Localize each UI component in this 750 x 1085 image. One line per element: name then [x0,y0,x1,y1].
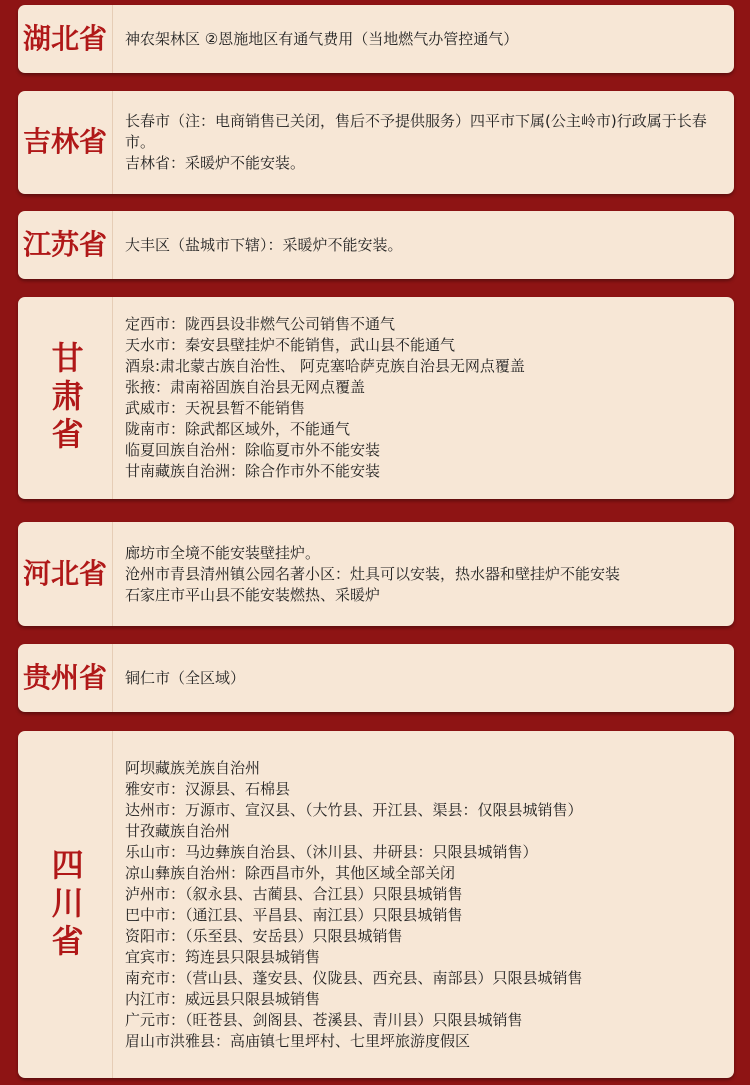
info-line: 酒泉:肃北蒙古族自治性、 阿克塞哈萨克族自治县无网点覆盖 [125,357,525,375]
info-line: 甘南藏族自治洲：除合作市外不能安装 [125,462,381,480]
section-gansu [18,297,734,499]
province-label: 湖北省 [18,5,113,73]
info-line: 吉林省：采暖炉不能安装。 [125,154,306,172]
section-hubei [18,5,734,73]
info-line: 雅安市：汉源县、石棉县 [125,779,291,798]
section-content [113,644,734,712]
section-content [113,91,734,194]
info-line: 大丰区（盐城市下辖）：采暖炉不能安装。 [125,235,403,254]
section-guizhou [18,644,734,712]
province-label: 吉林省 [18,91,113,194]
section-jilin [18,91,734,194]
info-line: 天水市：秦安县壁挂炉不能销售，武山县不能通气 [125,336,456,354]
info-line: 神农架林区 ②恩施地区有通气费用（当地燃气办管控通气） [125,29,519,48]
section-hebei [18,522,734,626]
info-line: 凉山彝族自治州：除西昌市外，其他区域全部关闭 [125,863,456,882]
info-line: 张掖：肃南裕固族自治县无网点覆盖 [125,378,366,396]
info-line: 铜仁市（全区域） [125,668,246,687]
info-line: 南充市：（营山县、蓬安县、仪陇县、西充县、南部县）只限县城销售 [125,968,583,987]
province-label: 贵州省 [18,644,113,712]
info-line: 资阳市：（乐至县、安岳县）只限县城销售 [125,926,403,945]
info-line: 眉山市洪雅县：高庙镇七里坪村、七里坪旅游度假区 [125,1031,471,1050]
info-line: 石家庄市平山县不能安装燃热、采暖炉 [125,585,381,604]
section-content [113,522,734,626]
info-line: 广元市：（旺苍县、剑阁县、苍溪县、青川县）只限县城销售 [125,1010,523,1029]
info-line: 陇南市：除武都区域外，不能通气 [125,420,351,438]
section-content [113,731,734,1078]
province-label: 河北省 [18,522,113,626]
info-line: 临夏回族自治州：除临夏市外不能安装 [125,441,381,459]
info-line: 长春市（注：电商销售已关闭，售后不予提供服务）四平市下属(公主岭市)行政属于长春市。 [125,112,707,151]
province-label: 甘肃省 [18,297,113,499]
info-line: 巴中市：（通江县、平昌县、南江县）只限县城销售 [125,905,463,924]
section-sichuan [18,731,734,1078]
province-label: 江苏省 [18,211,113,279]
info-line: 甘孜藏族自治州 [125,821,231,840]
section-content [113,211,734,279]
section-content [113,5,734,73]
info-line: 宜宾市：筠连县只限县城销售 [125,947,321,966]
info-line: 武威市：天祝县暂不能销售 [125,399,306,417]
section-jiangsu [18,211,734,279]
info-line: 定西市：陇西县设非燃气公司销售不通气 [125,315,396,333]
province-label: 四川省 [18,731,113,1078]
info-line: 廊坊市全境不能安装壁挂炉。 [125,543,321,562]
info-line: 内江市：威远县只限县城销售 [125,989,321,1008]
info-line: 沧州市青县清州镇公园名著小区：灶具可以安装，热水器和壁挂炉不能安装 [125,564,621,583]
info-line: 泸州市：（叙永县、古蔺县、合江县）只限县城销售 [125,884,463,903]
info-line: 达州市：万源市、宣汉县、（大竹县、开江县、渠县：仅限县城销售） [125,800,583,819]
section-content [113,297,734,499]
info-line: 阿坝藏族羌族自治州 [125,758,261,777]
info-line: 乐山市：马边彝族自治县、（沐川县、井研县：只限县城销售） [125,842,538,861]
